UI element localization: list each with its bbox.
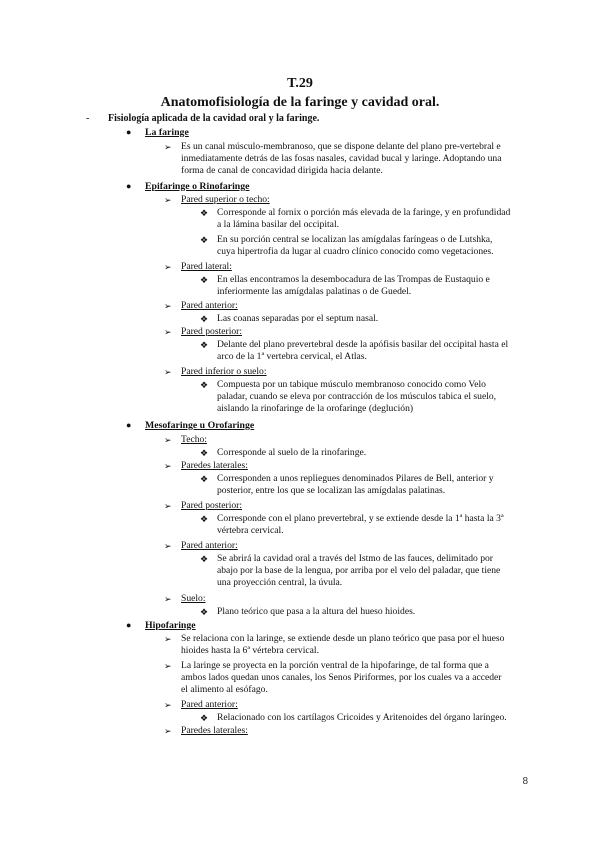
arrow-icon: ➢ xyxy=(164,700,172,710)
epi-pared-lateral-label: ➢ Pared lateral: xyxy=(164,261,232,272)
diamond-icon: ❖ xyxy=(200,474,209,484)
bullet-icon: ● xyxy=(126,620,132,630)
arrow-icon: ➢ xyxy=(164,594,172,604)
heading-epifaringe: ● Epifaringe o Rinofaringe xyxy=(126,181,250,192)
hipo-description-2: ➢ La laringe se proyecta en la porción ventral de la hipofaringe, de tal forma que a ambos lados quedan unos canales, los Senos Piriformes, por los cuales va a acceder el alimento al esófago. xyxy=(164,660,502,696)
arrow-icon: ➢ xyxy=(164,726,172,736)
diamond-icon: ❖ xyxy=(200,607,209,617)
epi-pared-inferior-label: ➢ Pared inferior o suelo: xyxy=(164,366,267,377)
epi-pared-inferior-item: ❖ Compuesta por un tabique músculo membranoso conocido como Velo paladar, cuando se eleva por contracción de los músculos tabica el suelo, aislando la rinofaringe de la orofaringe (deglución) xyxy=(200,379,497,415)
arrow-icon: ➢ xyxy=(164,435,172,445)
bullet-icon: ● xyxy=(126,181,132,191)
epi-pared-anterior-item: ❖ Las coanas separadas por el septum nasal. xyxy=(200,313,379,324)
meso-suelo-label: ➢ Suelo: xyxy=(164,593,206,604)
arrow-icon: ➢ xyxy=(164,367,172,377)
hipo-paredes-laterales-label: ➢ Paredes laterales: xyxy=(164,725,248,736)
arrow-icon: ➢ xyxy=(164,262,172,272)
diamond-icon: ❖ xyxy=(200,275,209,285)
heading-mesofaringe: ● Mesofaringe u Orofaringe xyxy=(126,420,255,431)
meso-pared-posterior-item: ❖ Corresponde con el plano prevertebral, y se extiende desde la 1ª hasta la 3ª vértebra cervical. xyxy=(200,513,504,537)
diamond-icon: ❖ xyxy=(200,380,209,390)
section-title: Fisiología aplicada de la cavidad oral y la faringe. xyxy=(108,113,320,124)
epi-pared-posterior-item: ❖ Delante del plano prevertebral desde la apófisis basilar del occipital hasta el arco de la 1ª vertebra cervical, el Atlas. xyxy=(200,339,509,363)
arrow-icon: ➢ xyxy=(164,461,172,471)
page-title: Anatomofisiología de la faringe y cavidad oral. xyxy=(160,95,440,110)
arrow-icon: ➢ xyxy=(164,327,172,337)
title-code: T.29 xyxy=(287,76,313,91)
meso-paredes-laterales-item: ❖ Corresponden a unos repliegues denominados Pilares de Bell, anterior y posterior, entre los que se localizan las amígdalas palatinas. xyxy=(200,473,494,497)
meso-paredes-laterales-label: ➢ Paredes laterales: xyxy=(164,460,248,471)
epi-pared-superior-item-1: ❖ Corresponde al fornix o porción más elevada de la faringe, y en profundidad a la lámina basilar del occipital. xyxy=(200,207,511,231)
hipo-description-1: ➢ Se relaciona con la laringe, se extiende desde un plano teórico que pasa por el hueso hioides hasta la 6ª vértebra cervical. xyxy=(164,633,505,657)
epi-pared-anterior-label: ➢ Pared anterior: xyxy=(164,300,238,311)
diamond-icon: ❖ xyxy=(200,514,209,524)
epi-pared-lateral-item: ❖ En ellas encontramos la desembocadura de las Trompas de Eustaquio e inferiormente las amígdalas palatinas o de Guedel. xyxy=(200,274,490,298)
meso-pared-anterior-item: ❖ Se abrirá la cavidad oral a través del Istmo de las fauces, delimitado por abajo por la base de la lengua, por arriba por el velo del paladar, que tiene una proyección central, la úvula. xyxy=(200,553,501,589)
arrow-icon: ➢ xyxy=(164,142,172,152)
meso-techo-label: ➢ Techo: xyxy=(164,434,207,445)
diamond-icon: ❖ xyxy=(200,713,209,723)
arrow-icon: ➢ xyxy=(164,301,172,311)
page-number: 8 xyxy=(522,775,528,787)
bullet-icon: ● xyxy=(126,127,132,137)
meso-pared-posterior-label: ➢ Pared posterior: xyxy=(164,500,243,511)
arrow-icon: ➢ xyxy=(164,501,172,511)
diamond-icon: ❖ xyxy=(200,208,209,218)
diamond-icon: ❖ xyxy=(200,235,209,245)
diamond-icon: ❖ xyxy=(200,314,209,324)
hipo-pared-anterior-label: ➢ Pared anterior: xyxy=(164,699,238,710)
arrow-icon: ➢ xyxy=(164,195,172,205)
meso-suelo-item: ❖ Plano teórico que pasa a la altura del hueso hioides. xyxy=(200,606,416,617)
faringe-description: ➢ Es un canal músculo-membranoso, que se dispone delante del plano pre-vertebral e inmediatamente detrás de las fosas nasales, cavidad bucal y laringe. Adoptando una forma de canal de concavidad dirigida hacia delante. xyxy=(164,141,502,177)
dash-icon: - xyxy=(86,113,90,124)
epi-pared-superior-item-2: ❖ En su porción central se localizan las amígdalas faríngeas o de Lutshka, cuya hipertrofia da lugar al cuadro clínico conocido como vegetaciones. xyxy=(200,234,494,258)
meso-techo-item: ❖ Corresponde al suelo de la rinofaringe. xyxy=(200,447,367,458)
epi-pared-superior-label: ➢ Pared superior o techo: xyxy=(164,194,270,205)
arrow-icon: ➢ xyxy=(164,634,172,644)
arrow-icon: ➢ xyxy=(164,541,172,551)
meso-pared-anterior-label: ➢ Pared anterior: xyxy=(164,540,238,551)
hipo-pared-anterior-item: ❖ Relacionado con los cartílagos Cricoides y Aritenoides del órgano laríngeo. xyxy=(200,712,507,723)
heading-faringe: ● La faringe xyxy=(126,127,189,138)
section-heading xyxy=(86,113,320,125)
bullet-icon: ● xyxy=(126,420,132,430)
arrow-icon: ➢ xyxy=(164,661,172,671)
diamond-icon: ❖ xyxy=(200,554,209,564)
diamond-icon: ❖ xyxy=(200,340,209,350)
epi-pared-posterior-label: ➢ Pared posterior: xyxy=(164,326,243,337)
heading-hipofaringe: ● Hipofaringe xyxy=(126,620,196,631)
diamond-icon: ❖ xyxy=(200,448,209,458)
